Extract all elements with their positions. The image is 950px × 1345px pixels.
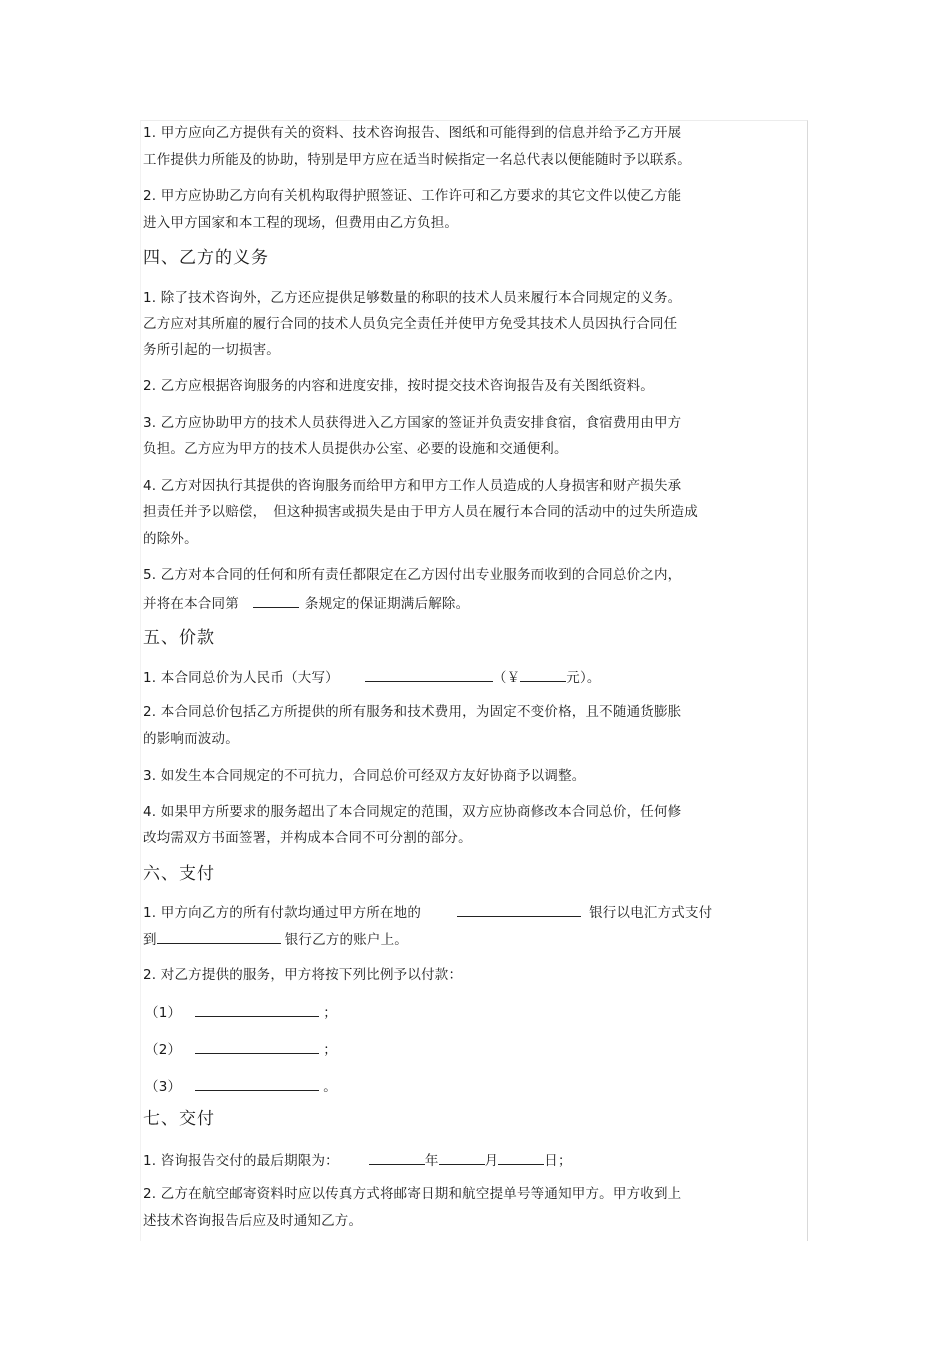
s4-item1-line1: 1. 除了技术咨询外，乙方还应提供足够数量的称职的技术人员来履行本合同规定的义务。 <box>143 290 682 306</box>
s3-item1-line1: 1. 甲方应向乙方提供有关的资料、技术咨询报告、图纸和可能得到的信息并给予乙方开展 <box>143 125 682 141</box>
s5-item2-line1: 2. 本合同总价包括乙方所提供的所有服务和技术费用，为固定不变价格，且不随通货膨胀 <box>143 704 682 720</box>
s4-item1-line2: 乙方应对其所雇的履行合同的技术人员负完全责任并使甲方免受其技术人员因执行合同任 <box>143 316 678 332</box>
payment-term-3-blank[interactable] <box>195 1076 319 1091</box>
s4-item4-line2: 担责任并予以赔偿， 但这种损害或损失是由于甲方人员在履行本合同的活动中的过失所造成 <box>143 504 698 520</box>
s3-item1-line2: 工作提供力所能及的协助，特别是甲方应在适当时候指定一名总代表以便能随时予以联系。 <box>143 152 691 168</box>
section-6-heading: 六、支付 <box>143 864 215 884</box>
s7-item1-text: 1. 咨询报告交付的最后期限为： <box>143 1153 339 1169</box>
s5-item4-line2: 改均需双方书面签署，并构成本合同不可分割的部分。 <box>143 830 472 846</box>
s6-item1-text-a: 1. 甲方向乙方的所有付款均通过甲方所在地的 <box>143 905 422 921</box>
payment-term-2-number: （2） <box>145 1042 182 1058</box>
payee-bank-blank[interactable] <box>157 929 281 944</box>
payment-term-2 <box>145 1039 337 1059</box>
s3-item2-line2: 进入甲方国家和本工程的现场，但费用由乙方负担。 <box>143 215 459 231</box>
payment-term-3-end: 。 <box>323 1079 337 1095</box>
s4-item5-line1: 5. 乙方对本合同的任何和所有责任都限定在乙方因付出专业服务而收到的合同总价之内， <box>143 567 682 583</box>
s4-item5-text-a: 并将在本合同第 <box>143 596 239 612</box>
s4-item4-line1: 4. 乙方对因执行其提供的咨询服务而给甲方和甲方工作人员造成的人身损害和财产损失承 <box>143 478 682 494</box>
s6-item1-text-d: 银行乙方的账户上。 <box>284 932 409 948</box>
s5-item2-line2: 的影响而波动。 <box>143 731 239 747</box>
payment-term-1-number: （1） <box>145 1005 182 1021</box>
section-4-heading: 四、乙方的义务 <box>143 248 269 268</box>
s4-item1-line3: 务所引起的一切损害。 <box>143 342 280 358</box>
s4-item5-line2 <box>143 593 469 613</box>
s5-item1 <box>143 667 601 687</box>
s7-item2-line2: 述技术咨询报告后应及时通知乙方。 <box>143 1213 363 1229</box>
s5-item1-text-a: 1. 本合同总价为人民币（大写） <box>143 670 339 686</box>
s6-item1-text-b: 银行以电汇方式支付 <box>589 905 713 921</box>
payment-term-2-end: ； <box>323 1042 337 1058</box>
clause-number-blank[interactable] <box>253 593 299 608</box>
deadline-year-blank[interactable] <box>369 1150 425 1165</box>
deadline-day-blank[interactable] <box>498 1150 544 1165</box>
deadline-year-label: 年 <box>424 1153 439 1169</box>
s4-item5-text-b: 条规定的保证期满后解除。 <box>304 596 470 612</box>
s6-item1-line2 <box>143 929 408 949</box>
price-words-blank[interactable] <box>365 667 493 682</box>
payment-term-1-end: ； <box>323 1005 337 1021</box>
s5-item3-line1: 3. 如发生本合同规定的不可抗力，合同总价可经双方友好协商予以调整。 <box>143 768 586 784</box>
s4-item2-line1: 2. 乙方应根据咨询服务的内容和进度安排，按时提交技术咨询报告及有关图纸资料。 <box>143 378 654 394</box>
s6-item2-line1: 2. 对乙方提供的服务，甲方将按下列比例予以付款： <box>143 967 463 983</box>
deadline-month-blank[interactable] <box>439 1150 485 1165</box>
s4-item3-line1: 3. 乙方应协助甲方的技术人员获得进入乙方国家的签证并负责安排食宿，食宿费用由甲方 <box>143 415 682 431</box>
s4-item3-line2: 负担。乙方应为甲方的技术人员提供办公室、必要的设施和交通便利。 <box>143 441 568 457</box>
s5-item1-text-b: （￥ <box>492 670 521 686</box>
s6-item1-line1 <box>143 902 712 922</box>
section-7-heading: 七、交付 <box>143 1109 215 1129</box>
s5-item4-line1: 4. 如果甲方所要求的服务超出了本合同规定的范围，双方应协商修改本合同总价，任何修 <box>143 804 682 820</box>
section-5-heading: 五、价款 <box>143 628 215 648</box>
payment-term-3 <box>145 1076 337 1096</box>
price-number-blank[interactable] <box>520 667 566 682</box>
s7-item1 <box>143 1150 572 1170</box>
s5-item1-text-c: 元）。 <box>566 670 601 686</box>
payment-term-1-blank[interactable] <box>195 1002 319 1017</box>
deadline-day-label: 日； <box>544 1153 572 1169</box>
s6-item1-text-c: 到 <box>143 932 157 948</box>
payment-term-3-number: （3） <box>145 1079 182 1095</box>
s4-item4-line3: 的除外。 <box>143 531 198 547</box>
payment-term-1 <box>145 1002 337 1022</box>
payment-term-2-blank[interactable] <box>195 1039 319 1054</box>
s7-item2-line1: 2. 乙方在航空邮寄资料时应以传真方式将邮寄日期和航空提单号等通知甲方。甲方收到上 <box>143 1186 682 1202</box>
s3-item2-line1: 2. 甲方应协助乙方向有关机构取得护照签证、工作许可和乙方要求的其它文件以使乙方能 <box>143 188 682 204</box>
deadline-month-label: 月 <box>484 1153 499 1169</box>
payer-bank-blank[interactable] <box>457 902 581 917</box>
